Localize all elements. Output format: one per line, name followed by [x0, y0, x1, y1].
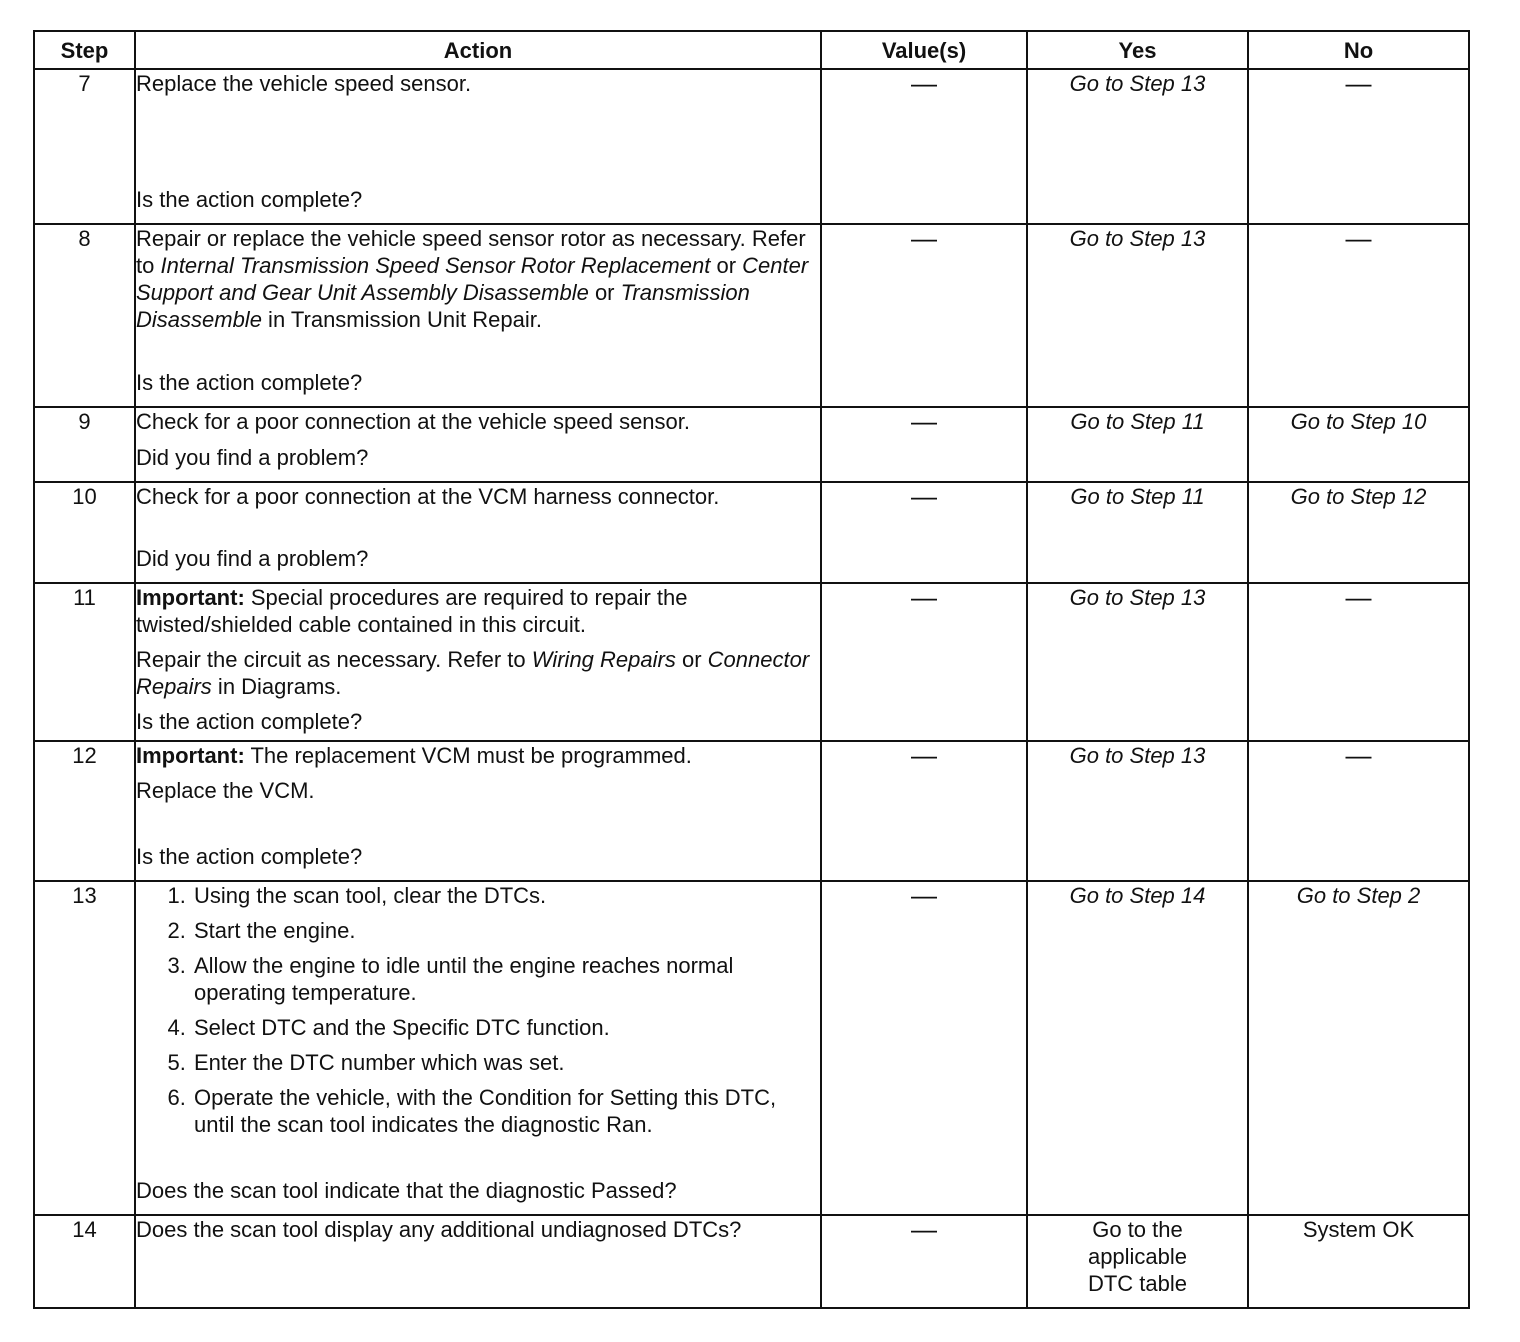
step-number: 13 — [34, 881, 135, 1215]
list-item: 1. Using the scan tool, clear the DTCs. — [192, 882, 820, 909]
header-step: Step — [34, 31, 135, 69]
yes-result: Go to the applicable DTC table — [1027, 1215, 1248, 1308]
step-number: 12 — [34, 741, 135, 881]
header-values: Value(s) — [821, 31, 1027, 69]
value-dash: — — [821, 1215, 1027, 1308]
important-text: Special procedures are required to repair the twisted/shielded cable contained in this circuit. — [136, 585, 688, 637]
action-text-part: or — [710, 253, 743, 278]
important-text: The replacement VCM must be programmed. — [244, 743, 692, 768]
action-cell — [135, 69, 821, 224]
step-number: 9 — [34, 407, 135, 482]
action-reference: Transmission Disassemble — [136, 280, 750, 332]
action-question: Is the action complete? — [136, 187, 363, 212]
action-cell — [135, 881, 821, 1215]
diagnostic-table — [33, 30, 1470, 1309]
action-question: Is the action complete? — [136, 709, 363, 734]
yes-result: Go to Step 13 — [1027, 224, 1248, 407]
value-dash: — — [821, 224, 1027, 407]
action-cell — [135, 1215, 821, 1308]
action-question: Did you find a problem? — [136, 445, 369, 470]
action-text: Check for a poor connection at the vehicle speed sensor. — [136, 409, 691, 434]
list-item: 4. Select DTC and the Specific DTC function. — [192, 1014, 820, 1041]
action-cell — [135, 407, 821, 482]
action-text-part: Repair or replace the vehicle speed sensor rotor as necessary. Refer to — [136, 226, 806, 278]
table-row-step-9 — [34, 407, 1469, 482]
no-result: — — [1248, 583, 1469, 741]
value-dash: — — [821, 407, 1027, 482]
action-reference: Wiring Repairs — [531, 647, 676, 672]
action-text-part: or — [675, 647, 708, 672]
yes-result: Go to Step 13 — [1027, 69, 1248, 224]
step-number: 7 — [34, 69, 135, 224]
table-row-step-8 — [34, 224, 1469, 407]
action-text: Check for a poor connection at the VCM harness connector. — [136, 484, 720, 509]
action-question: Is the action complete? — [136, 844, 363, 869]
action-text: Does the scan tool display any additional undiagnosed DTCs? — [136, 1217, 742, 1242]
important-label: Important: — [136, 743, 245, 768]
no-result: Go to Step 2 — [1248, 881, 1469, 1215]
action-reference: Center Support and Gear Unit Assembly Disassemble — [136, 253, 809, 305]
action-text-part: Repair the circuit as necessary. Refer to — [136, 647, 532, 672]
header-yes: Yes — [1027, 31, 1248, 69]
action-text-part: in Transmission Unit Repair. — [261, 307, 542, 332]
list-item: 6. Operate the vehicle, with the Condition for Setting this DTC, until the scan tool indicates the diagnostic Ran. — [192, 1084, 820, 1138]
table-row-step-7 — [34, 69, 1469, 224]
action-text — [136, 646, 820, 700]
action-text-part: or — [588, 280, 621, 305]
no-result: System OK — [1248, 1215, 1469, 1308]
procedure-list — [136, 882, 820, 1138]
table-row-step-12 — [34, 741, 1469, 881]
no-result: — — [1248, 224, 1469, 407]
no-result: — — [1248, 69, 1469, 224]
action-text — [136, 225, 820, 333]
step-number: 8 — [34, 224, 135, 407]
header-action: Action — [135, 31, 821, 69]
step-number: 10 — [34, 482, 135, 583]
action-text: Replace the vehicle speed sensor. — [136, 71, 472, 96]
yes-result: Go to Step 13 — [1027, 583, 1248, 741]
action-question: Is the action complete? — [136, 370, 363, 395]
step-number: 11 — [34, 583, 135, 741]
action-cell — [135, 482, 821, 583]
value-dash: — — [821, 741, 1027, 881]
yes-result: Go to Step 13 — [1027, 741, 1248, 881]
list-item: 3. Allow the engine to idle until the engine reaches normal operating temperature. — [192, 952, 820, 1006]
no-result: Go to Step 12 — [1248, 482, 1469, 583]
header-row — [34, 31, 1469, 69]
value-dash: — — [821, 69, 1027, 224]
action-text-part: in Diagrams. — [211, 674, 342, 699]
action-reference: Connector Repairs — [136, 647, 810, 699]
important-note — [136, 584, 820, 638]
no-result: Go to Step 10 — [1248, 407, 1469, 482]
table-row-step-10 — [34, 482, 1469, 583]
action-text: Replace the VCM. — [136, 778, 315, 803]
yes-result: Go to Step 11 — [1027, 482, 1248, 583]
list-item: 5. Enter the DTC number which was set. — [192, 1049, 820, 1076]
important-label: Important: — [136, 585, 245, 610]
table-row-step-13 — [34, 881, 1469, 1215]
important-note — [136, 742, 820, 769]
action-cell — [135, 583, 821, 741]
action-cell — [135, 224, 821, 407]
action-question: Does the scan tool indicate that the diagnostic Passed? — [136, 1178, 677, 1203]
value-dash: — — [821, 881, 1027, 1215]
action-reference: Internal Transmission Speed Sensor Rotor Replacement — [160, 253, 711, 278]
action-question: Did you find a problem? — [136, 546, 369, 571]
value-dash: — — [821, 583, 1027, 741]
yes-result: Go to Step 14 — [1027, 881, 1248, 1215]
step-number: 14 — [34, 1215, 135, 1308]
value-dash: — — [821, 482, 1027, 583]
action-cell — [135, 741, 821, 881]
table-row-step-14 — [34, 1215, 1469, 1308]
yes-result: Go to Step 11 — [1027, 407, 1248, 482]
header-no: No — [1248, 31, 1469, 69]
no-result: — — [1248, 741, 1469, 881]
table-row-step-11 — [34, 583, 1469, 741]
list-item: 2. Start the engine. — [192, 917, 820, 944]
